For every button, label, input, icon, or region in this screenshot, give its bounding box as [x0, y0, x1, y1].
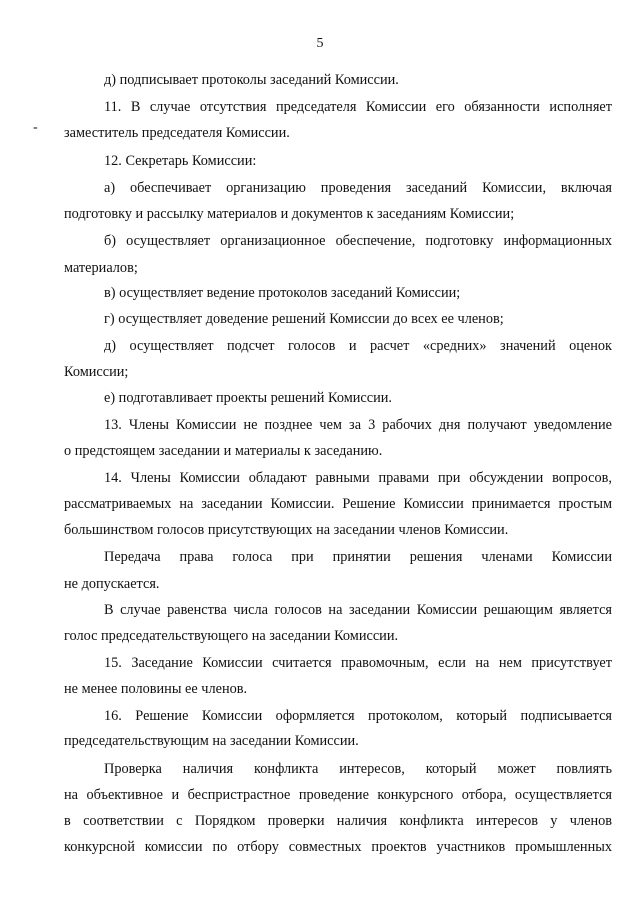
- text-line: 11. В случае отсутствия председателя Комиссии его обязанности исполняет: [104, 99, 612, 115]
- text-line: не менее половины ее членов.: [64, 681, 248, 697]
- text-line: конкурсной комиссии по отбору совместных проектов участников промышленных: [64, 839, 612, 855]
- text-line: голос председательствующего на заседании Комиссии.: [64, 628, 399, 644]
- text-line: материалов;: [64, 260, 138, 276]
- text-line: Передача права голоса при принятии решения членами Комиссии: [104, 549, 612, 565]
- text-line: не допускается.: [64, 576, 160, 592]
- text-line: в соответствии с Порядком проверки наличия конфликта интересов у членов: [64, 813, 612, 829]
- text-line: б) осуществляет организационное обеспечение, подготовку информационных: [104, 233, 612, 249]
- text-line: в) осуществляет ведение протоколов заседаний Комиссии;: [104, 285, 461, 301]
- margin-mark: -: [33, 120, 38, 135]
- text-line: председательствующим на заседании Комиссии.: [64, 733, 359, 749]
- text-line: на объективное и беспристрастное проведение конкурсного отбора, осуществляется: [64, 787, 612, 803]
- text-line: большинством голосов присутствующих на заседании членов Комиссии.: [64, 522, 509, 538]
- text-line: подготовку и рассылку материалов и документов к заседаниям Комиссии;: [64, 206, 515, 222]
- text-line: г) осуществляет доведение решений Комиссии до всех ее членов;: [104, 311, 504, 327]
- text-line: 16. Решение Комиссии оформляется протоколом, который подписывается: [104, 708, 612, 724]
- text-line: заместитель председателя Комиссии.: [64, 125, 290, 141]
- text-line: а) обеспечивает организацию проведения заседаний Комиссии, включая: [104, 180, 612, 196]
- text-line: д) осуществляет подсчет голосов и расчет «средних» значений оценок: [104, 338, 612, 354]
- text-line: 12. Секретарь Комиссии:: [104, 153, 257, 169]
- text-line: рассматриваемых на заседании Комиссии. Решение Комиссии принимается простым: [64, 496, 612, 512]
- text-line: 14. Члены Комиссии обладают равными правами при обсуждении вопросов,: [104, 470, 612, 486]
- text-line: е) подготавливает проекты решений Комиссии.: [104, 390, 392, 406]
- text-line: о предстоящем заседании и материалы к заседанию.: [64, 443, 383, 459]
- text-line: Проверка наличия конфликта интересов, который может повлиять: [104, 761, 612, 777]
- text-line: д) подписывает протоколы заседаний Комиссии.: [104, 72, 399, 88]
- page-number: 5: [316, 36, 324, 51]
- text-line: 15. Заседание Комиссии считается правомочным, если на нем присутствует: [104, 655, 612, 671]
- text-line: 13. Члены Комиссии не позднее чем за 3 рабочих дня получают уведомление: [104, 417, 612, 433]
- text-line: Комиссии;: [64, 364, 129, 380]
- text-line: В случае равенства числа голосов на заседании Комиссии решающим является: [104, 602, 612, 618]
